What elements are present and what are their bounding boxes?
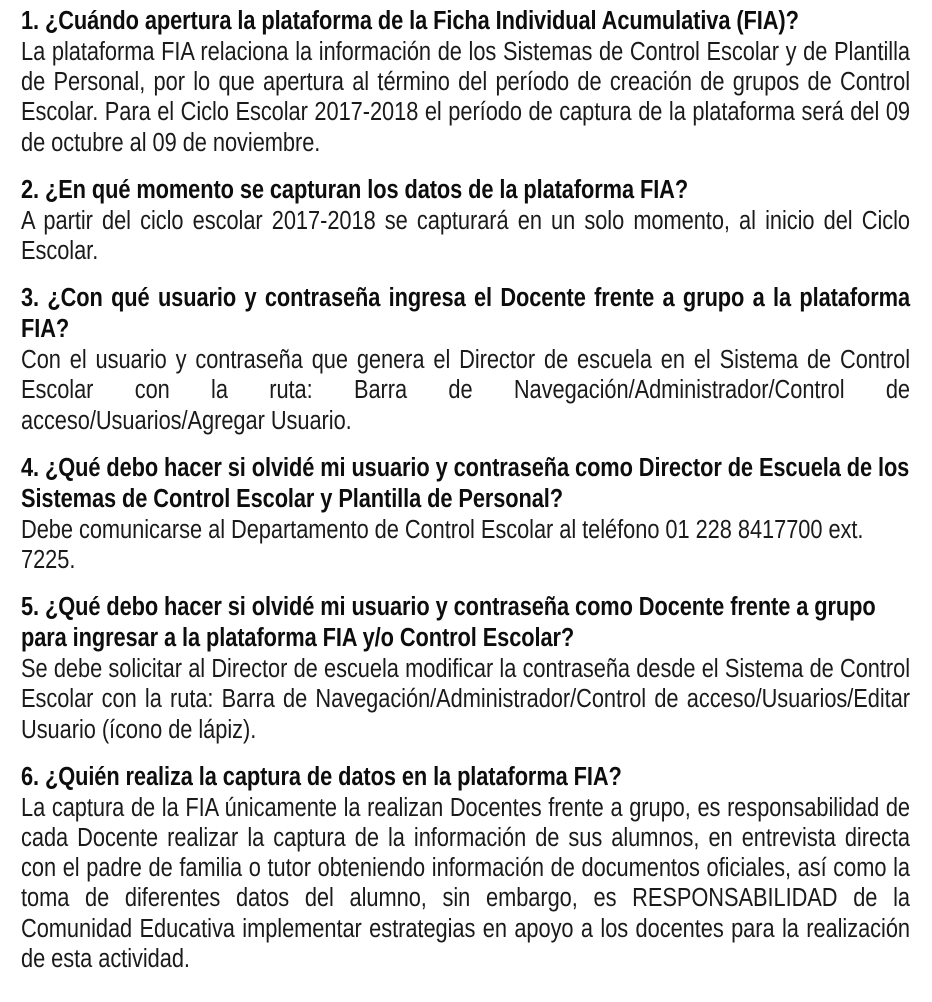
- faq-item-3: [21, 283, 910, 436]
- faq-answer-body-6: La captura de la FIA únicamente la realizan Docentes frente a grupo, es responsabilidad de cada Docente realizar la captura de la información de sus alumnos, en entrevista directa con el padre de familia o tutor obteniendo información de documentos oficiales, así como la toma de diferentes datos del alumno, sin embargo, es RESPONSABILIDAD de la Comunidad Educativa implementar estrategias en apoyo a los docentes para la realización de esta actividad.: [21, 793, 910, 973]
- faq-answer-body-3: Con el usuario y contraseña que genera el Director de escuela en el Sistema de Control Escolar con la ruta: Barra de Navegación/Administrador/Control de acceso/Usuarios/Agregar Usuario.: [21, 346, 910, 435]
- faq-item-5: [21, 592, 910, 745]
- faq-question-heading-1: 1. ¿Cuándo apertura la plataforma de la Ficha Individual Acumulativa (FIA)?: [21, 7, 799, 35]
- faq-question-heading-2: 2. ¿En qué momento se capturan los datos de la plataforma FIA?: [21, 175, 689, 204]
- faq-item-6: [21, 762, 910, 974]
- faq-question-heading-3: 3. ¿Con qué usuario y contraseña ingresa el Docente frente a grupo a la plataforma FIA?: [21, 284, 910, 344]
- faq-item-4: [21, 453, 910, 575]
- faq-question-heading-6: 6. ¿Quién realiza la captura de datos en la plataforma FIA?: [21, 762, 622, 791]
- faq-question-heading-5: 5. ¿Qué debo hacer si olvidé mi usuario y contraseña como Docente frente a grupo para ingresar a la plataforma FIA y/o Control Escolar?: [21, 593, 876, 653]
- faq-answer-body-5: Se debe solicitar al Director de escuela modificar la contraseña desde el Sistema de Control Escolar con la ruta: Barra de Navegación/Administrador/Control de acceso/Usuarios/Editar Usuario (ícono de lápiz).: [21, 655, 910, 744]
- faq-answer-body-4: Debe comunicarse al Departamento de Control Escolar al teléfono 01 228 8417700 ext. 7225.: [21, 515, 864, 575]
- faq-answer-body-1: La plataforma FIA relaciona la información de los Sistemas de Control Escolar y de Plantilla de Personal, por lo que apertura al término del período de creación de grupos de Control Escolar. Para el Ciclo Escolar 2017-2018 el período de captura de la plataforma será del 09 de octubre al 09 de noviembre.: [21, 38, 910, 157]
- faq-item-2: [21, 175, 910, 266]
- faq-question-heading-4: 4. ¿Qué debo hacer si olvidé mi usuario y contraseña como Director de Escuela de los Sistemas de Control Escolar y Plantilla de Personal?: [21, 453, 910, 513]
- faq-item-1: [21, 6, 910, 158]
- faq-answer-body-2: A partir del ciclo escolar 2017-2018 se capturará en un solo momento, al inicio del Ciclo Escolar.: [21, 206, 910, 266]
